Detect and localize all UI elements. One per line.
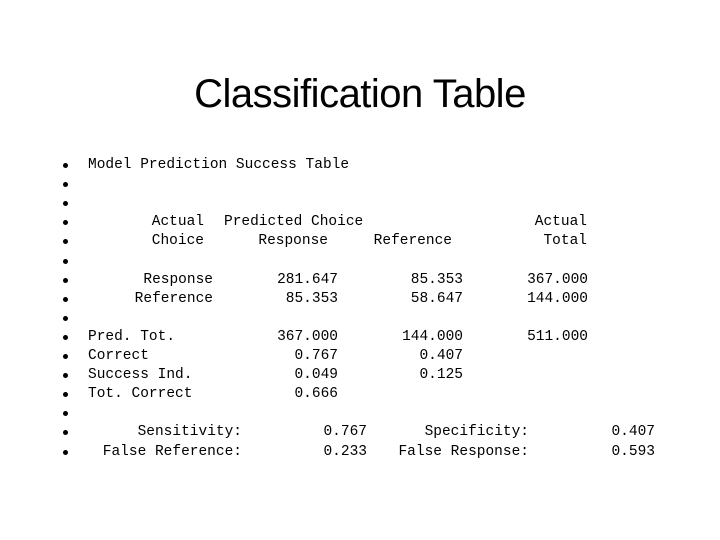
bullet-icon (58, 328, 72, 347)
row-label-tot-correct: Tot. Correct (88, 386, 193, 403)
false-reference-label: False Reference: (102, 443, 242, 460)
bullet-icon (58, 232, 72, 251)
cell-response-response: 281.647 (277, 271, 338, 288)
row-label-success-ind: Success Ind. (88, 367, 193, 384)
cell-predtot-reference: 144.000 (402, 328, 463, 345)
cell-correct-reference: 0.407 (419, 348, 463, 364)
sensitivity-value: 0.767 (323, 424, 367, 441)
table-caption: Model Prediction Success Table (88, 157, 350, 173)
actual-choice-header: Actual (151, 214, 204, 231)
false-response-value: 0.593 (611, 443, 655, 460)
specificity-value: 0.407 (611, 424, 655, 441)
row-label-correct: Correct (88, 348, 149, 364)
cell-reference-total: 144.000 (527, 290, 588, 307)
bullet-icon (58, 347, 72, 366)
row-label-reference: Reference (134, 290, 213, 307)
total-header: Total (543, 233, 587, 250)
bullet-icon (58, 213, 72, 232)
specificity-label: Specificity: (424, 424, 529, 441)
row-label-pred-tot: Pred. Tot. (88, 328, 176, 345)
slide-title: Classification Table (194, 72, 526, 116)
cell-reference-response: 85.353 (285, 290, 338, 307)
cell-response-total: 367.000 (527, 271, 588, 288)
bullet-icon (58, 423, 72, 442)
bullet-icon (58, 271, 72, 290)
bullet-icon (58, 252, 72, 271)
bullet-icon (58, 290, 72, 309)
bullet-icon (58, 194, 72, 213)
bullet-icon (58, 156, 72, 175)
bullet-icon (58, 175, 72, 194)
bullet-icon (58, 385, 72, 404)
row-label-response: Response (143, 271, 213, 288)
sensitivity-label: Sensitivity: (137, 424, 242, 441)
choice-header: Choice (151, 233, 204, 250)
predicted-choice-header: Predicted Choice (224, 214, 364, 231)
bullet-icon (58, 443, 72, 462)
cell-success-reference: 0.125 (419, 367, 463, 384)
response-header: Response (258, 233, 328, 250)
bullet-icon (58, 366, 72, 385)
cell-success-response: 0.049 (294, 367, 338, 384)
false-reference-value: 0.233 (323, 443, 367, 460)
bullet-icon (58, 404, 72, 423)
cell-predtot-response: 367.000 (277, 328, 338, 345)
cell-totcorrect-response: 0.666 (294, 386, 338, 403)
cell-correct-response: 0.767 (294, 348, 338, 364)
false-response-label: False Response: (398, 443, 529, 460)
cell-reference-reference: 58.647 (410, 290, 463, 307)
actual-total-header: Actual (534, 214, 587, 231)
bullet-icon (58, 309, 72, 328)
reference-header: Reference (373, 233, 452, 250)
cell-predtot-total: 511.000 (527, 328, 588, 345)
cell-response-reference: 85.353 (410, 271, 463, 288)
